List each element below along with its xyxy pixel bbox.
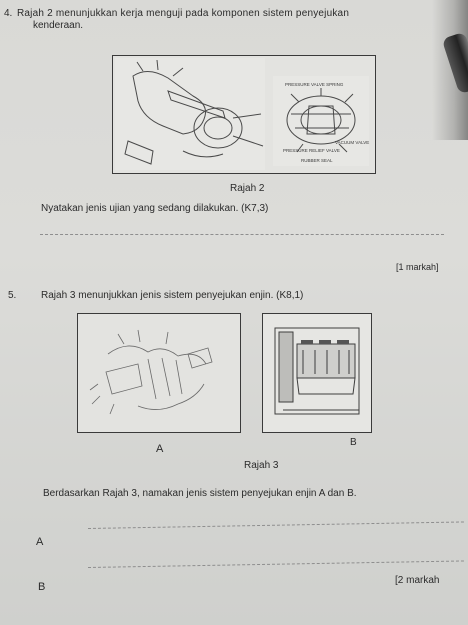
rajah-2-figure: [112, 55, 376, 174]
q4-answer-line[interactable]: [40, 234, 444, 235]
q4-text-line1: Rajah 2 menunjukkan kerja menguji pada komponen sistem penyejukan: [17, 8, 350, 19]
rajah-3a-label: A: [156, 443, 164, 455]
q5-instruction: Berdasarkan Rajah 3, namakan jenis sistem penyejukan enjin A dan B.: [43, 488, 357, 499]
label-rubber-seal: RUBBER SEAL: [301, 158, 333, 163]
rajah-3-caption: Rajah 3: [244, 460, 279, 471]
water-cooled-engine-illustration: [263, 314, 371, 432]
q4-instruction: Nyatakan jenis ujian yang sedang dilakukan. (K7,3): [41, 203, 269, 214]
q4-marks: [1 markah]: [396, 262, 439, 272]
q5-answer-a-line[interactable]: [88, 521, 464, 529]
air-cooled-engine-illustration: [78, 314, 240, 432]
rajah-3a-figure: [77, 313, 241, 433]
rajah-3b-label: B: [350, 437, 357, 448]
label-pressure-valve-spring: PRESSURE VALVE SPRING: [285, 82, 344, 87]
rajah-3b-figure: [262, 313, 372, 433]
q4-number: 4.: [4, 8, 13, 19]
q5-answer-a-label: A: [36, 536, 44, 548]
radiator-pressure-test-illustration: [113, 56, 375, 173]
q5-question: Rajah 3 menunjukkan jenis sistem penyejukan enjin. (K8,1): [41, 290, 304, 301]
q5-number: 5.: [8, 290, 17, 301]
q5-answer-b-label: B: [38, 581, 46, 593]
rajah-2-caption: Rajah 2: [230, 183, 265, 194]
q5-answer-b-line[interactable]: [88, 560, 464, 568]
label-pressure-relief-valve: PRESSURE RELIEF VALVE: [283, 148, 340, 153]
q5-marks: [2 markah: [395, 575, 440, 586]
q4-text-line2: kenderaan.: [33, 20, 84, 31]
label-vacuum-valve: VACUUM VALVE: [335, 140, 370, 145]
